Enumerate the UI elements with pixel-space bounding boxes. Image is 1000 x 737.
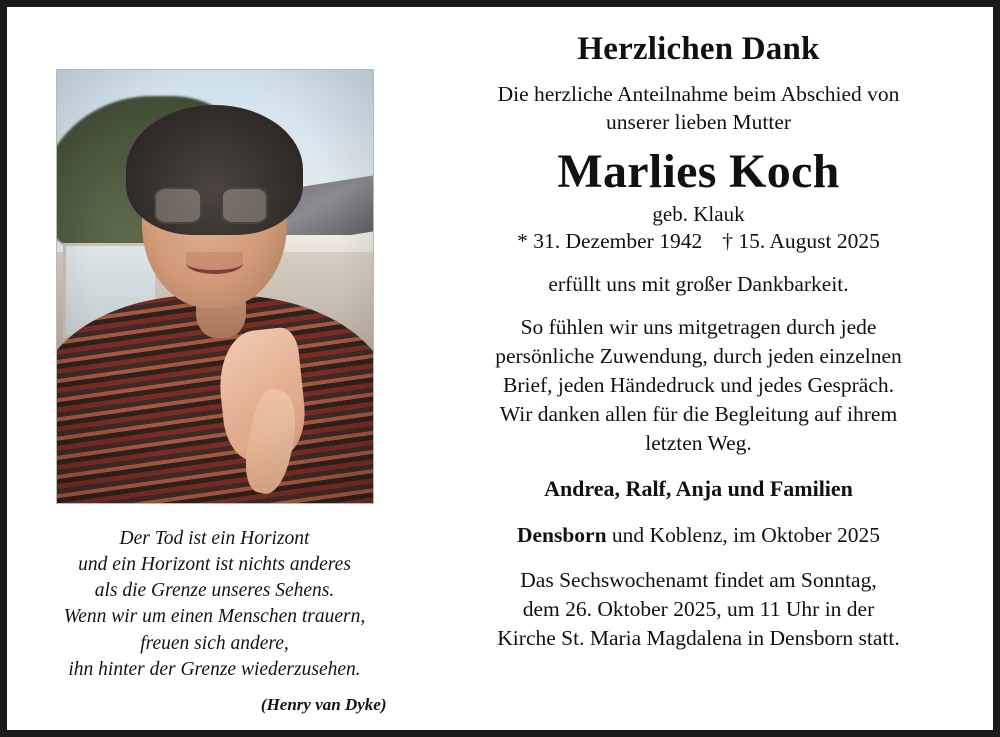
poem-line-1: Der Tod ist ein Horizont bbox=[119, 528, 310, 549]
body-line-2: So fühlen wir uns mitgetragen durch jede bbox=[520, 314, 877, 339]
poem-author: (Henry van Dyke) bbox=[260, 694, 387, 714]
poem-block bbox=[35, 526, 395, 717]
body-line-1: erfüllt uns mit großer Dankbarkeit. bbox=[548, 271, 849, 296]
service-announcement bbox=[428, 566, 969, 653]
body-paragraph bbox=[428, 313, 969, 458]
life-dates bbox=[428, 229, 969, 254]
poem-line-4: Wenn wir um einen Menschen trauern, bbox=[63, 606, 366, 628]
body-line-6: letzten Weg. bbox=[645, 430, 752, 455]
body-line-3: persönliche Zuwendung, durch jeden einzelnen bbox=[495, 343, 902, 368]
photo-vignette bbox=[57, 70, 373, 503]
maiden-name: geb. Klauk bbox=[652, 201, 745, 226]
place-rest: und Koblenz, im Oktober 2025 bbox=[606, 522, 881, 547]
service-line-2: dem 26. Oktober 2025, um 11 Uhr in der bbox=[522, 596, 875, 621]
intro-line-2: unserer lieben Mutter bbox=[605, 110, 792, 135]
intro-line-1: Die herzliche Anteilnahme beim Abschied von bbox=[497, 82, 900, 107]
service-line-1: Das Sechswochenamt findet am Sonntag, bbox=[520, 567, 877, 592]
portrait-photo bbox=[56, 69, 374, 504]
gratitude-line bbox=[428, 270, 969, 299]
service-line-3: Kirche St. Maria Magdalena in Densborn statt. bbox=[497, 625, 900, 650]
headline: Herzlichen Dank bbox=[577, 31, 820, 67]
birth-date: * 31. Dezember 1942 bbox=[517, 228, 703, 253]
deceased-name: Marlies Koch bbox=[557, 145, 840, 199]
intro-text bbox=[428, 81, 969, 137]
body-line-4: Brief, jeden Händedruck und jedes Gespräch. bbox=[502, 372, 895, 397]
body-line-5: Wir danken allen für die Begleitung auf ihrem bbox=[499, 401, 898, 426]
left-column bbox=[7, 7, 422, 730]
poem-line-6: ihn hinter der Grenze wiederzusehen. bbox=[68, 658, 361, 680]
place-name: Densborn bbox=[516, 522, 607, 547]
family-signature: Andrea, Ralf, Anja und Familien bbox=[544, 475, 853, 501]
poem-line-2: und ein Horizont ist nichts anderes bbox=[78, 554, 351, 576]
poem-line-5: freuen sich andere, bbox=[140, 632, 289, 654]
death-date: † 15. August 2025 bbox=[722, 228, 880, 253]
place-and-date bbox=[428, 523, 969, 548]
right-column bbox=[422, 7, 993, 730]
poem-line-3: als die Grenze unseres Sehens. bbox=[94, 580, 335, 602]
